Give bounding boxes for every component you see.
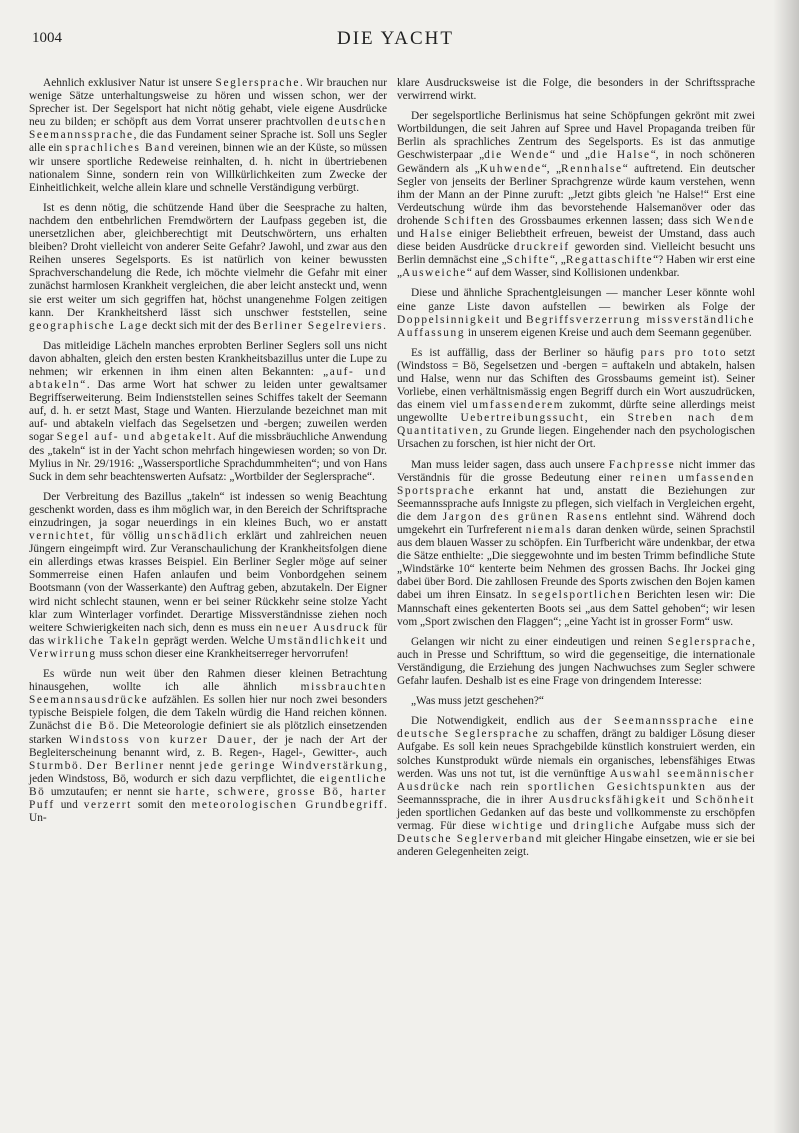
paragraph: Die Notwendigkeit, endlich aus der Seemannssprache eine deutsche Seglersprache zu schaffen, drängt zu baldiger Lösung dieser Aufgabe. Es soll kein neues Sprachgebilde künstlich konstruiert werden, ein solches Kunstprodukt würde niemals ein organisches, lebensfähiges Etwas werden. Was uns not tut, ist die vernünftige Auswahl seemännischer Ausdrücke nach rein sportlichen Gesichtspunkten aus der Seemannssprache, die in ihrer Ausdrucksfähigkeit und Schönheit jeden sportlichen Gedanken auf das beste und vollkommenste zu erschöpfen vermag. Für diese wichtige und dringliche Aufgabe muss sich der Deutsche Seglerverband mit gleicher Hingabe einsetzen, wie er sie bei anderen Gelegenheiten zeigt. bbox=[397, 715, 756, 859]
paragraph: Das mitleidige Lächeln manches erprobten Berliner Seglers soll uns nicht davon abhalten, gleich den ersten besten Krankheitsbazillus unter die Lupe zu nehmen; wir erkennen in ihm einen alten Bekannten: „auf- und abtakeln“. Das arme Wort hat schwer zu leiden unter gewaltsamer Begriffserweiterung. Beim Indienststellen seines Schiffes takelt der Seemann auf, d. h. er setzt Mast, Stage und Wanten. Hierzulande bezeichnet man mit auf- und abtakeln vielfach das Segelsetzen und -bergen; zuweilen werden sogar Segel auf- und abgetakelt. Auf die missbräuchliche Anwendung des „takeln“ ist in der Yacht schon mehrfach hingewiesen worden; so von Dr. Mylius in Nr. 29/1916: „Wassersportliche Sprachdummheiten“; und von Hans Suck in dem sehr beachtenswerten Aufsatz: „Wortbilder der Seglersprache“. bbox=[29, 339, 387, 483]
paragraph: Der Verbreitung des Bazillus „takeln“ ist indessen so wenig Beachtung geschenkt worden, dass es ihm möglich war, in den Bereich der Schriftsprache einzudringen, ja sogar neuerdings in ein kleines Buch, wo er anstatt vernichtet, für völlig unschädlich erklärt und zahlreichen neuen Jüngern eingeimpft wird. Zur Veranschaulichung der Krankheitsfolgen diene ein allerdings etwas krasses Beispiel. Ein Berliner Segler möge auf seiner Sommerreise einen Hafen anlaufen und beim Vonbordgehen seinem Bootsmann (von der Wasserkante) den Auftrag geben, abzutakeln. Der Eigner wird nicht schlecht staunen, wenn er bei seiner Rückkehr seine stolze Yacht klar zum Winterlager vorfindet. Derartige Missverständnisse ziehen noch weitere Schwierigkeiten nach sich, denn es muss ein neuer Ausdruck für das wirkliche Takeln geprägt werden. Welche Umständlichkeit und Verwirrung muss schon dieser eine Krankheitserreger hervorrufen! bbox=[29, 490, 387, 660]
paragraph: Ist es denn nötig, die schützende Hand über die Seesprache zu halten, nachdem den entbehrlichen Fremdwörtern der Laufpass gegeben ist, die unersetzlichen aber, gleichberechtigt mit Deutschwörtern, uns erhalten bleiben? Droht vielleicht von anderer Seite Gefahr? Jawohl, und zwar aus den Reihen unseres Segelsports. Es ist natürlich von keiner bewussten Sprachverschandelung die Rede, ich möchte vielmehr die Gefahr mit einer zunächst harmlosen Krankheit vergleichen, die aber leicht ansteckt und, wenn sie erst weiter um sich gegriffen hat, höchst unangenehme Folgen zeitigen kann. Der Krankheitsherd lässt sich unschwer feststellen, seine geographische Lage deckt sich mit der des Berliner Segelreviers. bbox=[29, 201, 387, 332]
page-edge-shadow bbox=[773, 0, 799, 1133]
paragraph: Es ist auffällig, dass der Berliner so häufig pars pro toto setzt (Windstoss = Bö, Segelsetzen und -bergen = auftakeln und abtakeln, halsen und Halse, wenn nur das Schiften des Grossbaums gemeint ist). Seiner Vorliebe, einen verhältnismässig engen Begriff durch ein Wort auszudrücken, das einem viel umfassenderem zukommt, dürfte seine allerdings meist ungewollte Uebertreibungssucht, ein Streben nach dem Quantitativen, zu Grunde liegen. Eingehender nach den psychologischen Ursachen zu forschen, ist hier nicht der Ort. bbox=[397, 346, 756, 451]
paragraph: Es würde nun weit über den Rahmen dieser kleinen Betrachtung hinausgehen, wollte ich alle ähnlich missbrauchten Seemannsausdrücke aufzählen. Es sollen hier nur noch zwei besonders typische Beispiele folgen, die dem Takeln würdig die Hand reichen können. Zunächst die Bö. Die Meteorologie definiert sie als plötzlich einsetzenden starken Windstoss von kurzer Dauer, der je nach der Art der Begleiterscheinung benannt wird, z. B. Regen-, Hagel-, Gewitter-, auch Sturmbö. Der Berliner nennt jede geringe Windverstärkung, jeden Windstoss, Bö, wodurch er sich dazu verpflichtet, die eigentliche Bö umzutaufen; er nennt sie harte, schwere, grosse Bö, harter Puff und verzerrt somit den meteorologischen Grundbegriff. Un- bbox=[29, 668, 388, 825]
page-header bbox=[32, 30, 759, 52]
paragraph: „Was muss jetzt geschehen?“ bbox=[411, 695, 544, 708]
page-number: 1004 bbox=[32, 30, 62, 46]
paragraph: klare Ausdrucksweise ist die Folge, die besonders in der Schriftssprache verwirrend wirkt. bbox=[397, 77, 755, 103]
text-column-right bbox=[397, 77, 755, 866]
paragraph: Diese und ähnliche Sprachentgleisungen — mancher Leser könnte wohl eine ganze Liste davon aufstellen — bewirken als Folge der Doppelsinnigkeit und Begriffsverzerrung missverständliche Auffassung in unserem eigenen Kreise und auch dem Seemann gegenüber. bbox=[397, 287, 755, 339]
paragraph: Gelangen wir nicht zu einer eindeutigen und reinen Seglersprache, auch in Presse und Schrifttum, so wird die gegenseitige, die internationale Verständigung, die Erziehung des jungen Nachwuchses zum Segler schwere Gefahr laufen. Deshalb ist es eine Frage von dringendem Interesse: bbox=[397, 635, 755, 688]
paragraph: Man muss leider sagen, dass auch unsere Fachpresse nicht immer das Verständnis für die grosse Bedeutung einer reinen umfassenden Sportsprache erkannt hat und, anstatt die Beziehungen zur Seemannssprache aufs Innigste zu pflegen, sich vielfach in Vergleichen ergeht, die dem Jargon des grünen Rasens entlehnt sind. Während doch umgekehrt ein Turfreferent niemals daran denken würde, seinen Sprachstil aus dem blauen Wasser zu schöpfen. Ein Turfbericht wäre undenkbar, der etwa die Sätze enthielte: „Die sieggewohnte und im besten Trimm befindliche Stute „Windstärke 10“ kenterte beim Nehmen des grossen Bachs. Ihr Jockei ging dabei über Bord. Die zahllosen Freunde des Sports zwischen den Bojen kamen dabei um ihren Einsatz. In segelsportlichen Berichten lesen wir: Die Mannschaft eines gekenterten Boots sei „aus dem Sattel gehoben“; wir lesen vom „Sport zwischen den Flaggen“; „eine Yacht ist in grosser Form“ usw. bbox=[397, 458, 755, 628]
journal-title: DIE YACHT bbox=[336, 28, 455, 49]
paragraph: Der segelsportliche Berlinismus hat seine Schöpfungen gekrönt mit zwei Wortbildungen, die seit Jahren auf Spree und Havel Propaganda treiben für Berlin als sprachliches Zentrum des Segelsports. Es ist das anmutige Geschwisterpaar „die Wende“ und „die Halse“, in noch schöneren Gewändern als „Kuhwende“, „Rennhalse“ auftretend. Ein deutscher Segler von jenseits der Berliner Sprachgrenze würde kaum verstehen, wenn ihm der Mann an der Pinne zuruft: „Jetzt gibts gleich 'ne Halse!“ Erst eine Verdeutschung würde ihm das bevorstehende Halsemanöver oder das drohende Schiften des Grossbaumes erkennen lassen; dass sich Wende und Halse einiger Beliebtheit erfreuen, beweist der Umstand, dass auch diese beiden Ausdrücke druckreif geworden sind. Vielleicht besucht uns Berlin demnächst eine „Schifte“, „Regattaschifte“? Haben wir erst eine „Ausweiche“ auf dem Wasser, sind Kollisionen undenkbar. bbox=[397, 110, 756, 280]
paragraph: Aehnlich exklusiver Natur ist unsere Seglersprache. Wir brauchen nur wenige Sätze unterhaltungsweise zu hören und wissen schon, wer der Sprecher ist. Der Segelsport hat nicht nötig gehabt, viele eigene Ausdrücke neu zu bilden; er schöpft aus dem Vorrat unserer prachtvollen deutschen Seemannssprache, die das Fundament seiner Sprache ist. Soll uns Segler alle ein sprachliches Band vereinen, binnen wie an der Küste, so müssen wir unsere sportliche Redeweise reinhalten, d. h. nicht in übertriebenen nationalem Sinne, sondern rein von Willkürlichkeiten zum Zwecke der Einheitlichkeit, welche allein klare und schnelle Verständigung verbürgt. bbox=[29, 77, 388, 194]
text-column-left bbox=[29, 77, 387, 832]
